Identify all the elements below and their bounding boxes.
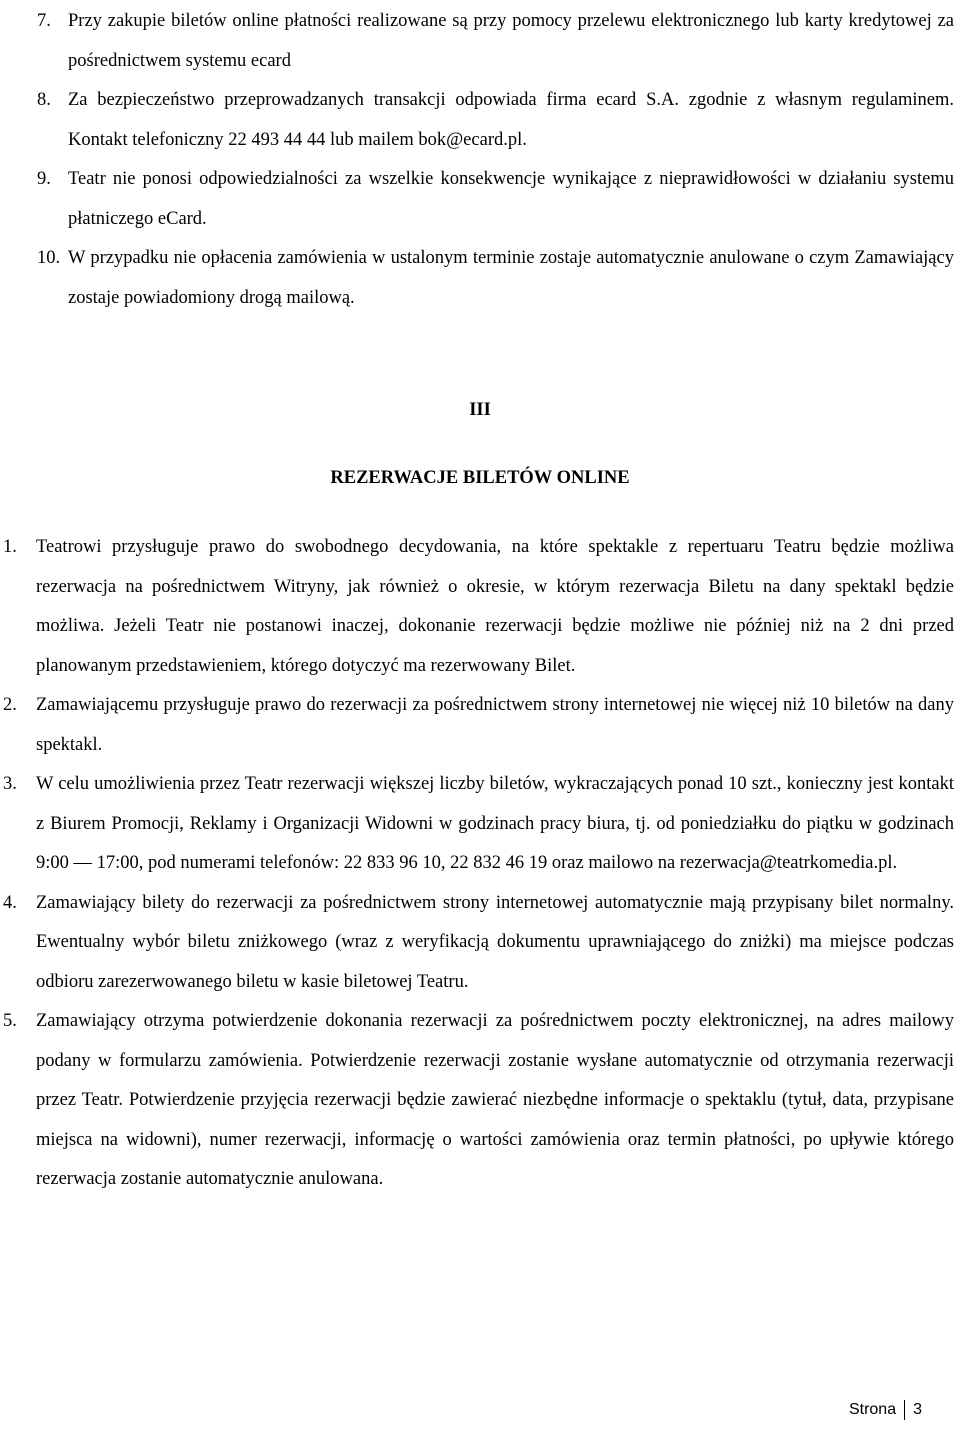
item-text: Zamawiający bilety do rezerwacji za pośrednictwem strony internetowej automatycznie mają przypisany bilet normalny. Ewentualny wybór biletu zniżkowego (wraz z weryfikacją dokumentu uprawniającego do zniżki) ma miejsce podczas odbioru zarezerwowanego biletu w kasie biletowej Teatru. — [36, 892, 954, 992]
section-title: REZERWACJE BILETÓW ONLINE — [330, 468, 630, 488]
continued-list — [0, 2, 960, 318]
item-number: 7. — [37, 11, 51, 31]
item-text: W celu umożliwienia przez Teatr rezerwacji większej liczby biletów, wykraczających ponad 10 szt., konieczny jest kontakt z Biurem Promocji, Reklamy i Organizacji Widowni w godzinach pracy biura, tj. od poniedziałku do piątku w godzinach 9:00 — 17:00, pod numerami telefonów: 22 833 96 10, 22 832 46 19 oraz mailowo na rezerwacja@teatrkomedia.pl. — [36, 774, 954, 873]
item-number: 9. — [37, 169, 51, 189]
list-item — [0, 239, 960, 318]
item-number: 10. — [37, 248, 61, 268]
item-number: 3. — [3, 774, 17, 794]
item-text: Teatr nie ponosi odpowiedzialności za wszelkie konsekwencje wynikające z nieprawidłowości w działaniu systemu płatniczego eCard. — [68, 169, 954, 229]
item-text: Teatrowi przysługuje prawo do swobodnego decydowania, na które spektakle z repertuaru Teatru będzie możliwa rezerwacja na pośrednictwem Witryny, jak również o okresie, w którym rezerwacja Biletu na dany spektakl będzie możliwa. Jeżeli Teatr nie postanowi inaczej, dokonanie rezerwacji będzie możliwe nie później niż na 2 dni przed planowanym przedstawieniem, którego dotyczyć ma rezerwowany Bilet. — [36, 537, 954, 676]
list-item — [0, 81, 960, 160]
item-number: 1. — [3, 537, 17, 557]
item-text: Przy zakupie biletów online płatności realizowane są przy pomocy przelewu elektronicznego lub karty kredytowej za pośrednictwem systemu ecard — [68, 11, 954, 71]
item-text: Za bezpieczeństwo przeprowadzanych transakcji odpowiada firma ecard S.A. zgodnie z własnym regulaminem. Kontakt telefoniczny 22 493 44 44 lub mailem bok@ecard.pl. — [68, 90, 954, 150]
section-list — [0, 528, 960, 1200]
list-item — [0, 884, 960, 1003]
list-item — [0, 686, 960, 765]
page-number: 3 — [913, 1401, 922, 1418]
list-item — [0, 160, 960, 239]
item-number: 2. — [3, 695, 17, 715]
footer-divider — [904, 1400, 905, 1420]
item-text: Zamawiającemu przysługuje prawo do rezerwacji za pośrednictwem strony internetowej nie więcej niż 10 biletów na dany spektakl. — [36, 695, 954, 755]
item-number: 5. — [3, 1011, 17, 1031]
footer-label: Strona — [848, 1401, 897, 1418]
list-item — [0, 2, 960, 81]
page-footer — [849, 1400, 922, 1420]
item-number: 8. — [37, 90, 51, 110]
item-text: W przypadku nie opłacenia zamówienia w ustalonym terminie zostaje automatycznie anulowane o czym Zamawiający zostaje powiadomiony drogą mailową. — [68, 248, 954, 308]
section-number: III — [469, 400, 491, 420]
list-item — [0, 1002, 960, 1200]
item-text: Zamawiający otrzyma potwierdzenie dokonania rezerwacji za pośrednictwem poczty elektronicznej, na adres mailowy podany w formularzu zamówienia. Potwierdzenie rezerwacji zostanie wysłane automatycznie od otrzymania rezerwacji przez Teatr. Potwierdzenie przyjęcia rezerwacji będzie zawierać niezbędne informacje o spektaklu (tytuł, data, przypisane miejsca na widowni), numer rezerwacji, informację o wartości zamówienia oraz termin płatności, po upływie którego rezerwacja zostanie automatycznie anulowana. — [36, 1011, 954, 1189]
list-item — [0, 528, 960, 686]
list-item — [0, 765, 960, 884]
item-number: 4. — [3, 892, 17, 913]
